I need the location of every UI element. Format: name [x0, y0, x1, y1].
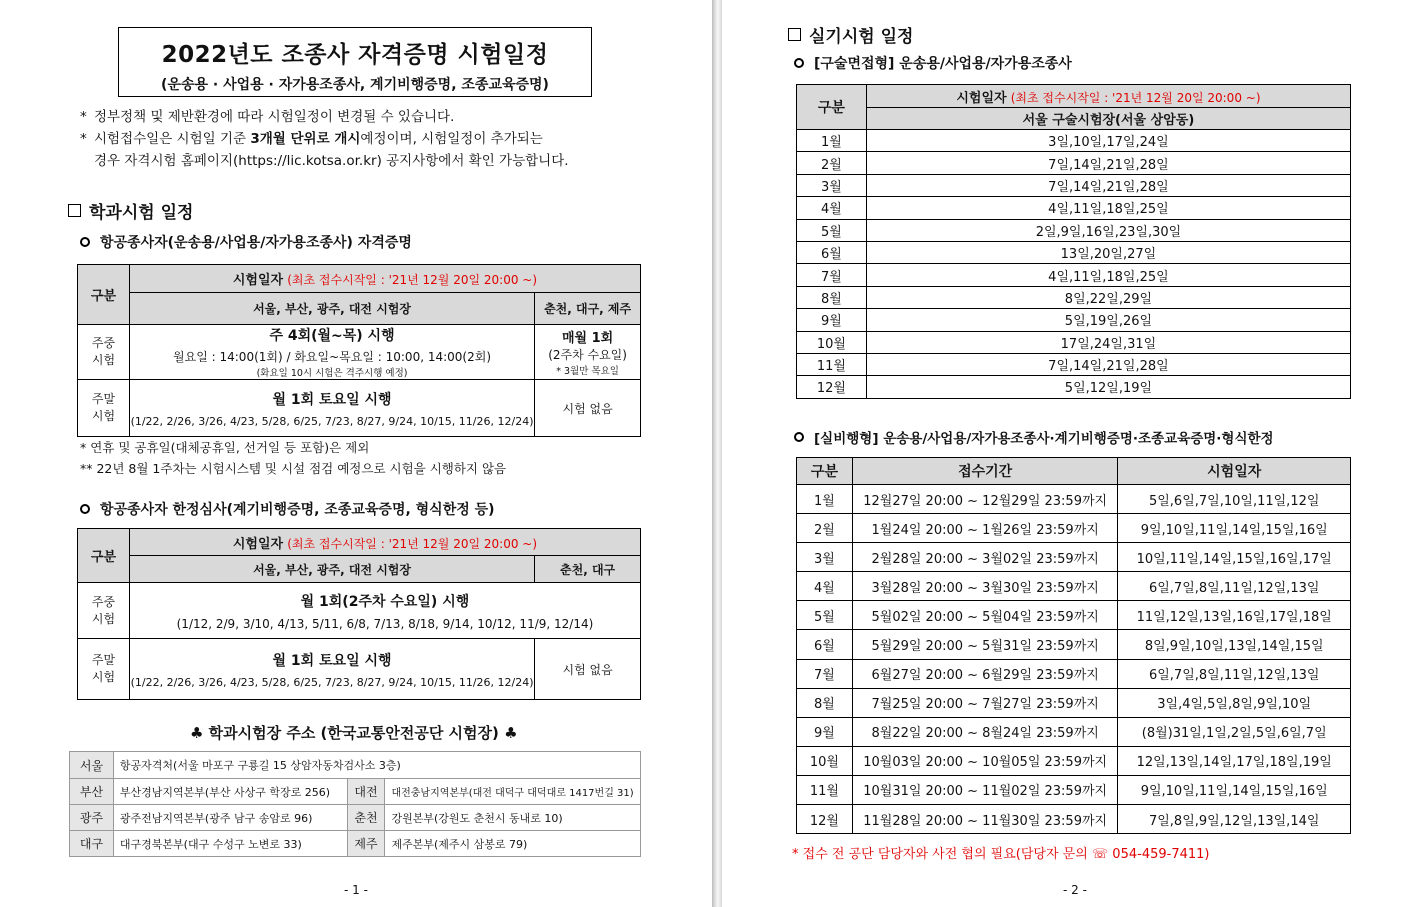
header-other-venues: 춘천, 대구 — [535, 556, 641, 583]
document-title: 2022년도 조종사 자격증명 시험일정 — [161, 42, 549, 68]
dates-cell: 7일,8일,9일,12일,13일,14일 — [1118, 805, 1351, 834]
dates-cell: 10일,11일,14일,15일,16일,17일 — [1118, 543, 1351, 572]
dates-cell: 17일,24일,31일 — [866, 331, 1350, 353]
month-cell: 10월 — [797, 746, 853, 775]
table-row — [797, 309, 1351, 331]
month-cell: 7월 — [797, 264, 867, 286]
dates-cell: 3일,10일,17일,24일 — [866, 130, 1350, 152]
written-exam-table-1 — [77, 264, 641, 437]
dates-cell: 8일,22일,29일 — [866, 286, 1350, 308]
row-weekday-label: 주중 시험 — [78, 583, 130, 639]
footnote-holidays: * 연휴 및 공휴일(대체공휴일, 선거일 등 포함)은 제외 — [80, 440, 370, 455]
month-cell: 1월 — [797, 130, 867, 152]
page-2 — [722, 0, 1428, 907]
table-row — [797, 543, 1351, 572]
table-row — [797, 152, 1351, 174]
month-cell: 5월 — [797, 219, 867, 241]
page-number: - 1 - — [344, 883, 368, 897]
month-cell: 8월 — [797, 688, 853, 717]
table-row — [797, 331, 1351, 353]
table-row — [797, 688, 1351, 717]
header-registration: 접수기간 — [852, 458, 1118, 485]
dates-cell: 5일,6일,7일,10일,11일,12일 — [1118, 485, 1351, 514]
addr-chuncheon: 강원본부(강원도 춘천시 동내로 10) — [385, 805, 641, 831]
month-cell: 3월 — [797, 174, 867, 196]
month-cell: 11월 — [797, 353, 867, 375]
dates-cell: 5일,19일,26일 — [866, 309, 1350, 331]
document-subtitle: (운송용 · 사업용 · 자가용조종사, 계기비행증명, 조종교육증명) — [161, 77, 549, 93]
header-other-venues: 춘천, 대구, 제주 — [535, 293, 641, 325]
table-row — [797, 376, 1351, 398]
dates-cell: 5일,12일,19일 — [866, 376, 1350, 398]
dates-cell: (8월)31일,1일,2일,5일,6일,7일 — [1118, 717, 1351, 746]
flight-exam-table — [796, 457, 1351, 834]
dates-cell: 13일,20일,27일 — [866, 241, 1350, 263]
dates-cell: 3일,4일,5일,8일,9일,10일 — [1118, 688, 1351, 717]
row-weekday-side: 매월 1회 (2주차 수요일) * 3월만 목요일 — [535, 325, 641, 380]
subsection-oral: [구술면접형] 운송용/사업용/자가용조종사 — [794, 53, 1072, 73]
month-cell: 9월 — [797, 717, 853, 746]
note-2c: 경우 자격시험 홈페이지(https://lic.kotsa.or.kr) 공지사항에서 확인 가능합니다. — [94, 153, 569, 169]
addr-key-chuncheon: 춘천 — [347, 805, 385, 831]
header-date: 시험일자 (최초 접수시작일 : '21년 12월 20일 20:00 ~) — [129, 529, 640, 556]
page-number: - 2 - — [1063, 883, 1087, 897]
header-date: 시험일자 (최초 접수시작일 : '21년 12월 20일 20:00 ~) — [866, 85, 1350, 108]
month-cell: 1월 — [797, 485, 853, 514]
row-weekend-center: 월 1회 토요일 시행 (1/22, 2/26, 3/26, 4/23, 5/28, 6/25, 7/23, 8/27, 9/24, 10/15, 11/26, 12/24) — [129, 639, 534, 700]
table1-footnotes — [80, 437, 506, 479]
header-center-venues: 서울, 부산, 광주, 대전 시험장 — [129, 556, 534, 583]
dates-cell: 12일,13일,14일,17일,18일,19일 — [1118, 746, 1351, 775]
subsection-rating: 항공종사자 한정심사(계기비행증명, 조종교육증명, 형식한정 등) — [80, 499, 495, 519]
circle-bullet-icon — [794, 432, 804, 442]
month-cell: 9월 — [797, 309, 867, 331]
table-row — [797, 241, 1351, 263]
month-cell: 4월 — [797, 572, 853, 601]
notice-notes: * 정부정책 및 제반환경에 따라 시험일정이 변경될 수 있습니다. * 시험접수일은 시험일 기준 3개월 단위로 개시예정이며, 시험일정이 추가되는 경우 자격시험 홈페이지(https://lic.kotsa.or.kr) 공지사항에서 확인 가능합니다. — [80, 106, 680, 172]
circle-bullet-icon — [794, 58, 804, 68]
dates-cell: 4일,11일,18일,25일 — [866, 197, 1350, 219]
row-weekend-side: 시험 없음 — [535, 639, 641, 700]
table-row — [797, 485, 1351, 514]
table-row — [797, 746, 1351, 775]
registration-cell: 1월24일 20:00 ~ 1월26일 23:59까지 — [852, 514, 1118, 543]
dates-cell: 4일,11일,18일,25일 — [866, 264, 1350, 286]
dates-cell: 6일,7일,8일,11일,12일,13일 — [1118, 659, 1351, 688]
header-center-venues: 서울, 부산, 광주, 대전 시험장 — [129, 293, 534, 325]
header-date: 시험일자 — [1118, 458, 1351, 485]
row-weekday-center: 주 4회(월~목) 시행 월요일 : 14:00(1회) / 화요일~목요일 : 10:00, 14:00(2회) (화요일 10시 시험은 격주시행 예정) — [129, 325, 534, 380]
table-row — [797, 219, 1351, 241]
table-row — [797, 601, 1351, 630]
dates-cell: 9일,10일,11일,14일,15일,16일 — [1118, 514, 1351, 543]
month-cell: 4월 — [797, 197, 867, 219]
table-row — [797, 514, 1351, 543]
table-row — [797, 572, 1351, 601]
dates-cell: 7일,14일,21일,28일 — [866, 174, 1350, 196]
addr-key-busan: 부산 — [70, 779, 114, 805]
month-cell: 3월 — [797, 543, 853, 572]
header-date: 시험일자 (최초 접수시작일 : '21년 12월 20일 20:00 ~) — [129, 265, 640, 293]
dates-cell: 7일,14일,21일,28일 — [866, 152, 1350, 174]
header-gubun: 구분 — [78, 265, 130, 325]
header-gubun: 구분 — [797, 458, 853, 485]
row-weekend-label: 주말 시험 — [78, 639, 130, 700]
registration-cell: 11월28일 20:00 ~ 11월30일 23:59까지 — [852, 805, 1118, 834]
addr-seoul: 항공자격처(서울 마포구 구룡길 15 상암자동차검사소 3층) — [113, 752, 640, 779]
month-cell: 12월 — [797, 376, 867, 398]
dates-cell: 2일,9일,16일,23일,30일 — [866, 219, 1350, 241]
table-row — [797, 775, 1351, 804]
page-1 — [0, 0, 712, 907]
table-row — [797, 130, 1351, 152]
month-cell: 5월 — [797, 601, 853, 630]
table-row — [797, 659, 1351, 688]
dates-cell: 9일,10일,11일,14일,15일,16일 — [1118, 775, 1351, 804]
row-weekend-side: 시험 없음 — [535, 380, 641, 437]
circle-bullet-icon — [80, 237, 90, 247]
oral-exam-table — [796, 84, 1351, 399]
registration-cell: 3월28일 20:00 ~ 3월30일 23:59까지 — [852, 572, 1118, 601]
month-cell: 12월 — [797, 805, 853, 834]
month-cell: 7월 — [797, 659, 853, 688]
row-weekday-label: 주중 시험 — [78, 325, 130, 380]
registration-cell: 10월03일 20:00 ~ 10월05일 23:59까지 — [852, 746, 1118, 775]
addr-key-daejeon: 대전 — [347, 779, 385, 805]
registration-cell: 8월22일 20:00 ~ 8월24일 23:59까지 — [852, 717, 1118, 746]
registration-cell: 12월27일 20:00 ~ 12월29일 23:59까지 — [852, 485, 1118, 514]
month-cell: 11월 — [797, 775, 853, 804]
table-row — [797, 805, 1351, 834]
checkbox-square-icon — [788, 28, 801, 41]
header-gubun: 구분 — [797, 85, 867, 130]
addr-daegu: 대구경북본부(대구 수성구 노변로 33) — [113, 831, 347, 857]
month-cell: 6월 — [797, 630, 853, 659]
registration-cell: 7월25일 20:00 ~ 7월27일 23:59까지 — [852, 688, 1118, 717]
table-row — [797, 286, 1351, 308]
address-table — [69, 751, 641, 857]
note-2a: 시험접수일은 시험일 기준 — [94, 131, 251, 147]
month-cell: 6월 — [797, 241, 867, 263]
table-row — [797, 353, 1351, 375]
row-weekend-center: 월 1회 토요일 시행 (1/22, 2/26, 3/26, 4/23, 5/28, 6/25, 7/23, 8/27, 9/24, 10/15, 11/26, 12/24) — [129, 380, 534, 437]
table-row — [797, 717, 1351, 746]
registration-cell: 6월27일 20:00 ~ 6월29일 23:59까지 — [852, 659, 1118, 688]
dates-cell: 6일,7일,8일,11일,12일,13일 — [1118, 572, 1351, 601]
subsection-license: 항공종사자(운송용/사업용/자가용조종사) 자격증명 — [80, 232, 412, 252]
row-weekend-label: 주말 시험 — [78, 380, 130, 437]
circle-bullet-icon — [80, 504, 90, 514]
table-row — [797, 174, 1351, 196]
registration-cell: 5월29일 20:00 ~ 5월31일 23:59까지 — [852, 630, 1118, 659]
table-row — [797, 630, 1351, 659]
addr-daejeon: 대전충남지역본부(대전 대덕구 대덕대로 1417번길 31) — [385, 779, 641, 805]
footnote-august: ** 22년 8월 1주차는 시험시스템 및 시설 점검 예정으로 시험을 시행하지 않음 — [80, 461, 507, 476]
addr-key-daegu: 대구 — [70, 831, 114, 857]
written-exam-table-2 — [77, 528, 641, 700]
table-row — [797, 264, 1351, 286]
dates-cell: 11일,12일,13일,16일,17일,18일 — [1118, 601, 1351, 630]
month-cell: 10월 — [797, 331, 867, 353]
addr-key-jeju: 제주 — [347, 831, 385, 857]
section-practical-exam: 실기시험 일정 — [788, 22, 913, 47]
addr-jeju: 제주본부(제주시 삼봉로 79) — [385, 831, 641, 857]
registration-cell: 2월28일 20:00 ~ 3월02일 23:59까지 — [852, 543, 1118, 572]
address-title: ♣ 학과시험장 주소 (한국교통안전공단 시험장) ♣ — [190, 724, 518, 742]
month-cell: 2월 — [797, 514, 853, 543]
section-written-exam: 학과시험 일정 — [68, 198, 193, 223]
month-cell: 8월 — [797, 286, 867, 308]
dates-cell: 8일,9일,10일,13일,14일,15일 — [1118, 630, 1351, 659]
registration-cell: 5월02일 20:00 ~ 5월04일 23:59까지 — [852, 601, 1118, 630]
row-weekday-all: 월 1회(2주차 수요일) 시행 (1/12, 2/9, 3/10, 4/13, 5/11, 6/8, 7/13, 8/18, 9/14, 10/12, 11/9, 12/14) — [129, 583, 640, 639]
addr-busan: 부산경남지역본부(부산 사상구 학장로 256) — [113, 779, 347, 805]
contact-footnote: * 접수 전 공단 담당자와 사전 협의 필요(담당자 문의 ☏ 054-459-7411) — [792, 847, 1210, 862]
addr-key-seoul: 서울 — [70, 752, 114, 779]
page-divider — [712, 0, 722, 907]
registration-cell: 10월31일 20:00 ~ 11월02일 23:59까지 — [852, 775, 1118, 804]
header-venue: 서울 구술시험장(서울 상암동) — [866, 108, 1350, 130]
table-row — [797, 197, 1351, 219]
month-cell: 2월 — [797, 152, 867, 174]
note-2b: 예정이며, 시험일정이 추가되는 — [360, 131, 543, 147]
addr-key-gwangju: 광주 — [70, 805, 114, 831]
checkbox-square-icon — [68, 204, 81, 217]
subsection-flight: [실비행형] 운송용/사업용/자가용조종사·계기비행증명·조종교육증명·형식한정 — [794, 427, 1274, 447]
header-gubun: 구분 — [78, 529, 130, 583]
addr-gwangju: 광주전남지역본부(광주 남구 송암로 96) — [113, 805, 347, 831]
title-box — [118, 27, 592, 97]
note-2-bold: 3개월 단위로 개시 — [250, 131, 361, 147]
dates-cell: 7일,14일,21일,28일 — [866, 353, 1350, 375]
note-1: 정부정책 및 제반환경에 따라 시험일정이 변경될 수 있습니다. — [94, 109, 455, 125]
